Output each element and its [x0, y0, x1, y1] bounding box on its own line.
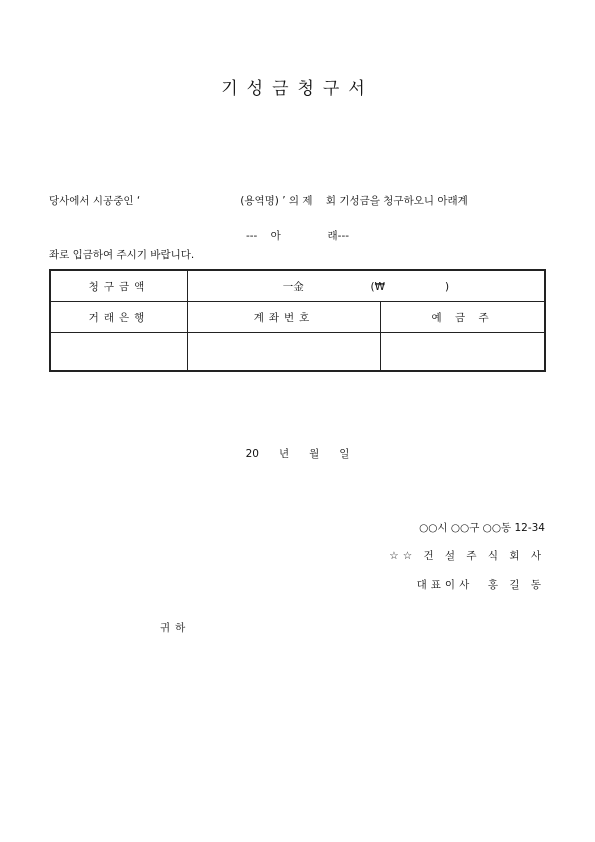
claim-table [49, 269, 546, 372]
depositor-value-cell[interactable] [381, 333, 545, 372]
intro-paragraph [49, 156, 564, 282]
depositor-label: 예 금 주 [381, 302, 545, 333]
company-name: ☆☆ 건 설 주 식 회 사 [389, 550, 545, 562]
ceo-name: 대표이사 홍 길 동 [416, 579, 545, 591]
recipient-honorific: 귀하 [160, 622, 191, 634]
intro-line-1: 당사에서 시공중인 ‘ (용역명) ’ 의 제 회 기성금을 청구하오니 아래계 [49, 195, 468, 207]
claim-amount-value[interactable]: 一金 (₩ ) [187, 270, 545, 302]
bank-label: 거래은행 [50, 302, 187, 333]
claim-amount-row [50, 270, 545, 302]
company-address: ○○시 ○○구 ○○동 12-34 [419, 522, 545, 534]
intro-line-2: 좌로 입금하여 주시기 바랍니다. [49, 249, 195, 261]
account-number-label: 계좌번호 [187, 302, 380, 333]
date-line: 20 년 월 일 [245, 448, 350, 460]
bank-header-row [50, 302, 545, 333]
bank-value-cell[interactable] [50, 333, 187, 372]
ahrae-heading: --- 아 래--- [245, 230, 350, 242]
bank-value-row [50, 333, 545, 372]
document-title: 기성금청구서 [221, 79, 374, 99]
claim-amount-label: 청구금액 [50, 270, 187, 302]
account-number-value-cell[interactable] [187, 333, 380, 372]
